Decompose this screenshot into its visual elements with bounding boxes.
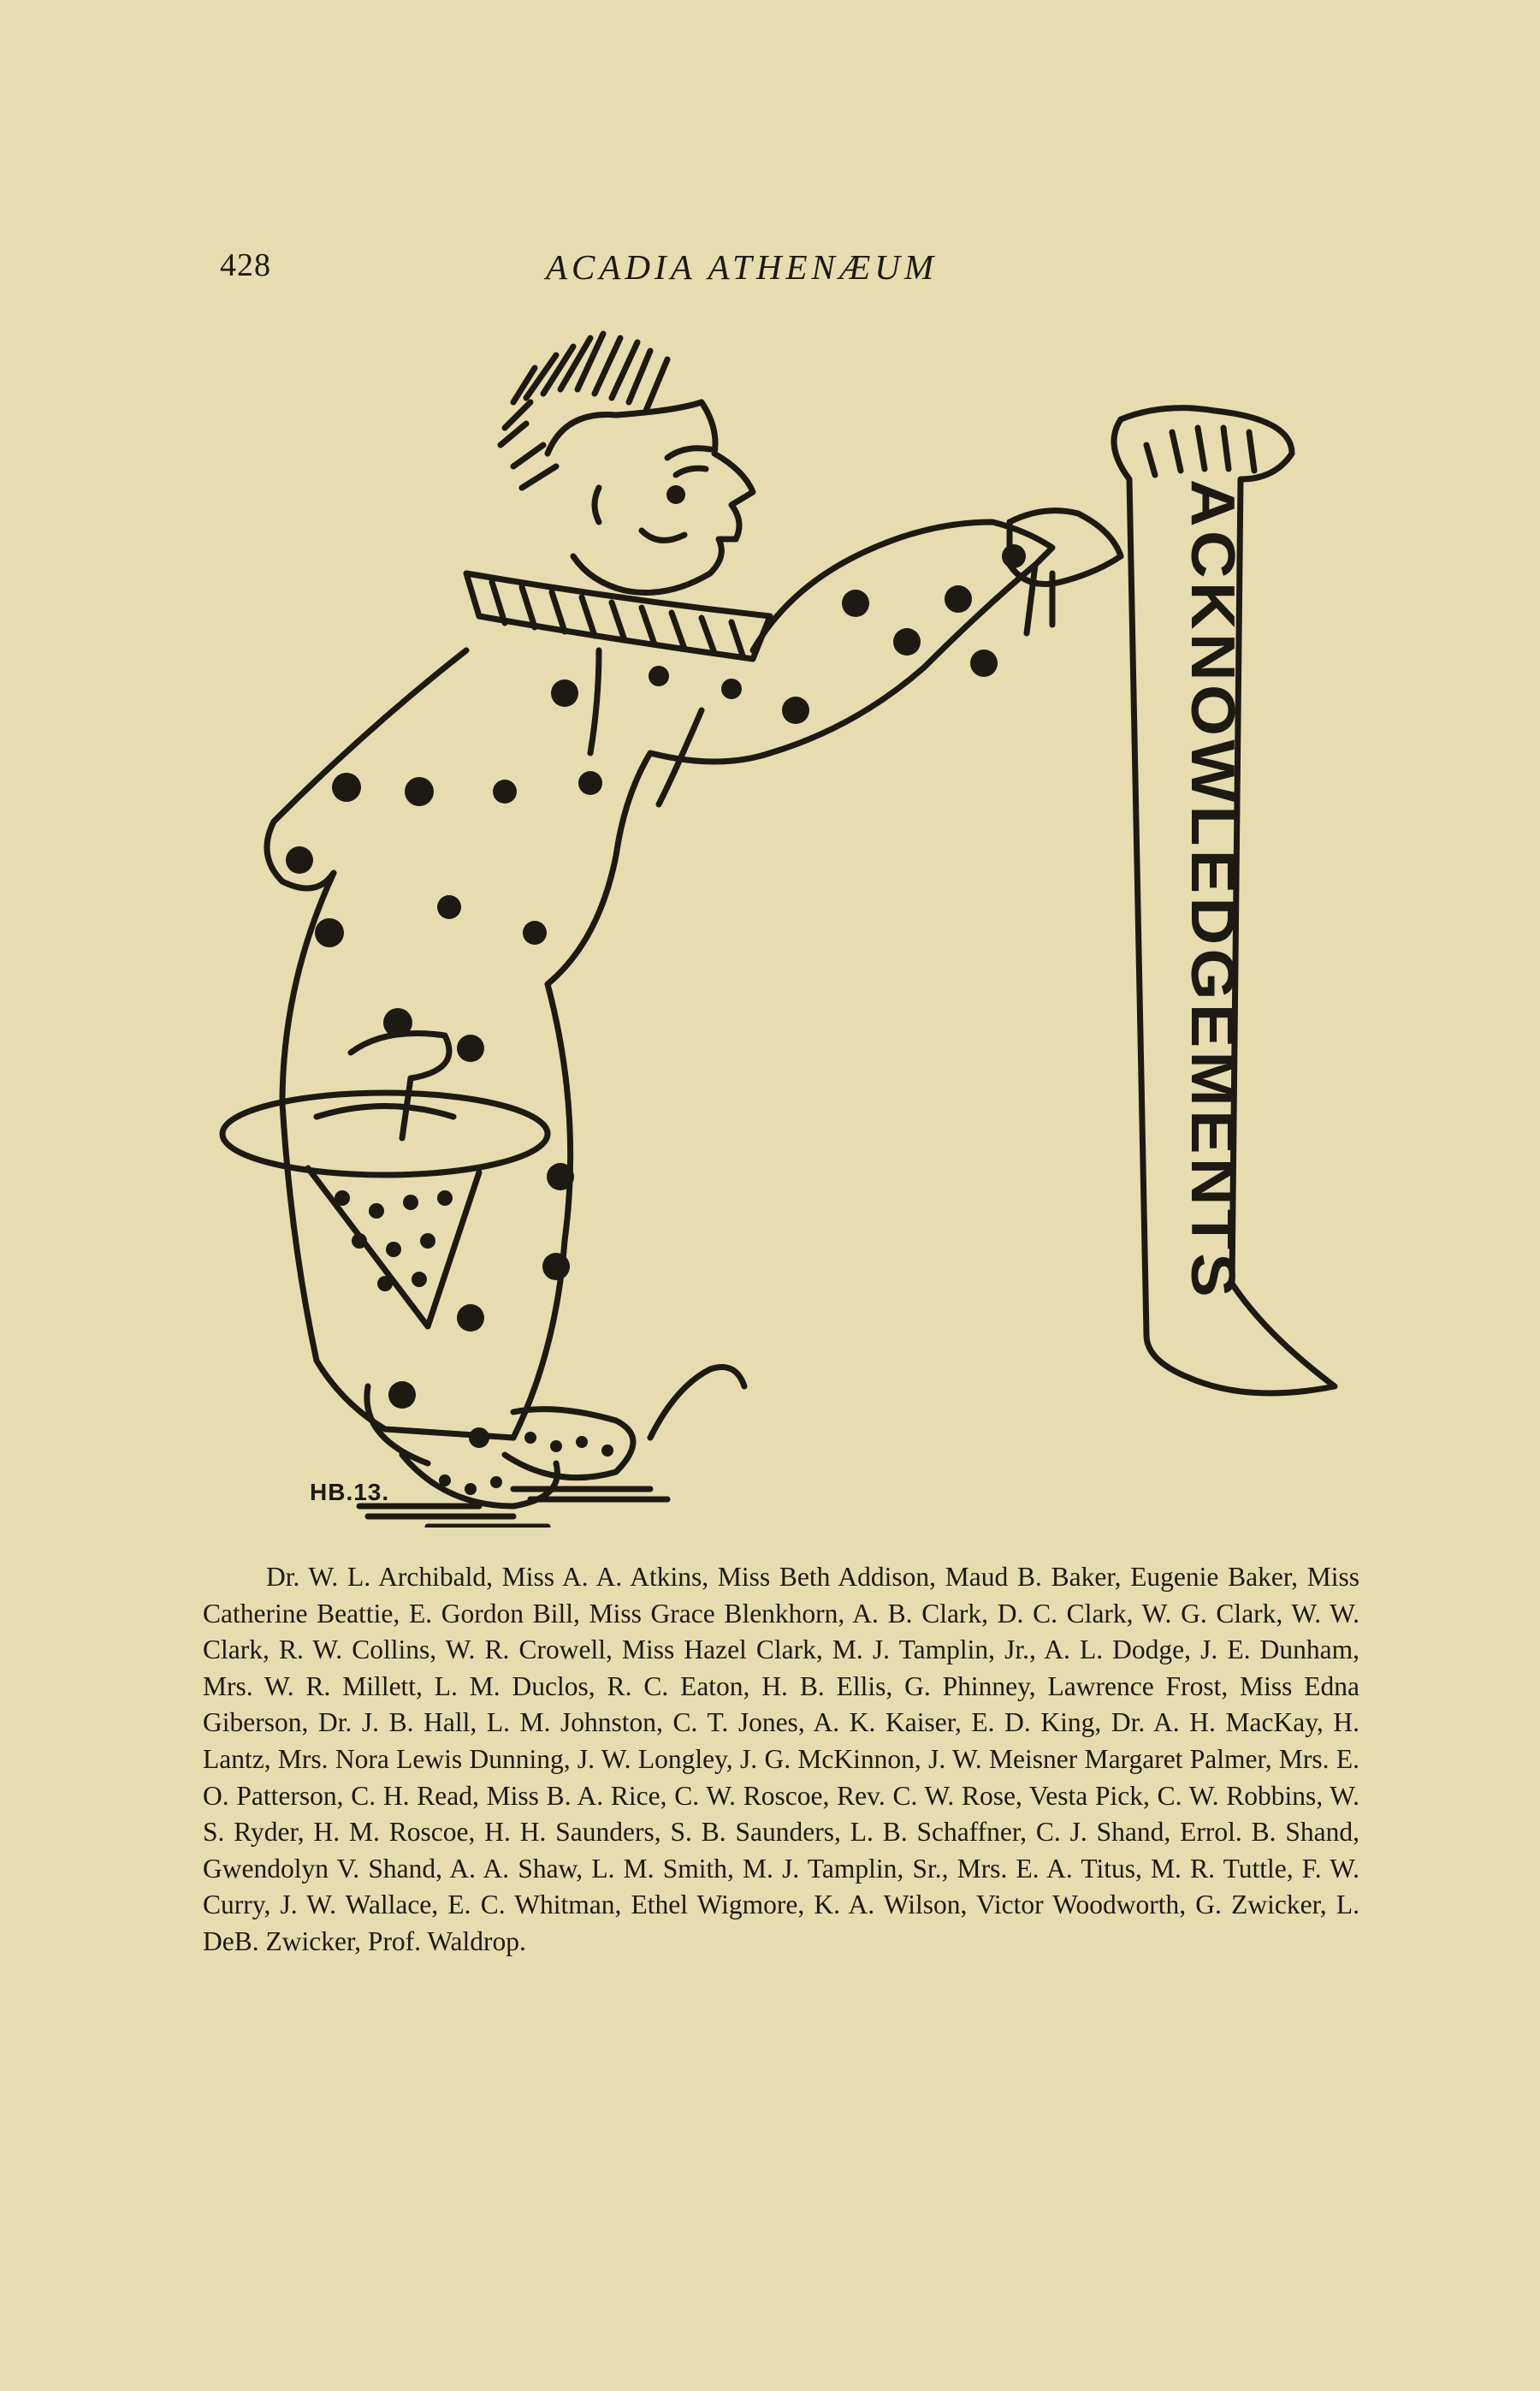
costume-polka-dots: [286, 485, 1026, 1495]
running-head: ACADIA ATHENÆUM: [546, 247, 939, 287]
clown-head: [548, 402, 753, 593]
clown-body: [267, 522, 1052, 1438]
clown-illustration: [205, 329, 1352, 1528]
artist-signature: HB.13.: [310, 1479, 390, 1505]
scroll-text: ACKNOWLEDGEMENTS: [1178, 479, 1247, 1246]
page-number: 428: [220, 247, 271, 283]
acknowledgements-list: Dr. W. L. Archibald, Miss A. A. Atkins, Miss Beth Addison, Maud B. Baker, Eugenie Baker, Miss Catherine Beattie, E. Gordon Bill, Miss Grace Blenkhorn, A. B. Clark, D. C. Clark, W. G. Clark, W. W. Clark, R. W. Collins, W. R. Crowell, Miss Hazel Clark, M. J. Tamplin, Jr., A. L. Dodge, J. E. Dunham, Mrs. W. R. Millett, L. M. Duclos, R. C. Eaton, H. B. Ellis, G. Phinney, Lawrence Frost, Miss Edna Giberson, Dr. J. B. Hall, L. M. Johnston, C. T. Jones, A. K. Kaiser, E. D. King, Dr. A. H. MacKay, H. Lantz, Mrs. Nora Lewis Dunning, J. W. Longley, J. G. McKinnon, J. W. Meisner Margaret Palmer, Mrs. E. O. Patterson, C. H. Read, Miss B. A. Rice, C. W. Roscoe, Rev. C. W. Rose, Vesta Pick, C. W. Robbins, W. S. Ryder, H. M. Roscoe, H. H. Saunders, S. B. Saunders, L. B. Schaffner, C. J. Shand, Errol. B. Shand, Gwendolyn V. Shand, A. A. Shaw, L. M. Smith, M. J. Tamplin, Sr., Mrs. E. A. Titus, M. R. Tuttle, F. W. Curry, J. W. Wallace, E. C. Whitman, Ethel Wigmore, K. A. Wilson, Victor Woodworth, G. Zwicker, L. DeB. Zwicker, Prof. Waldrop.: [203, 1562, 1359, 1956]
